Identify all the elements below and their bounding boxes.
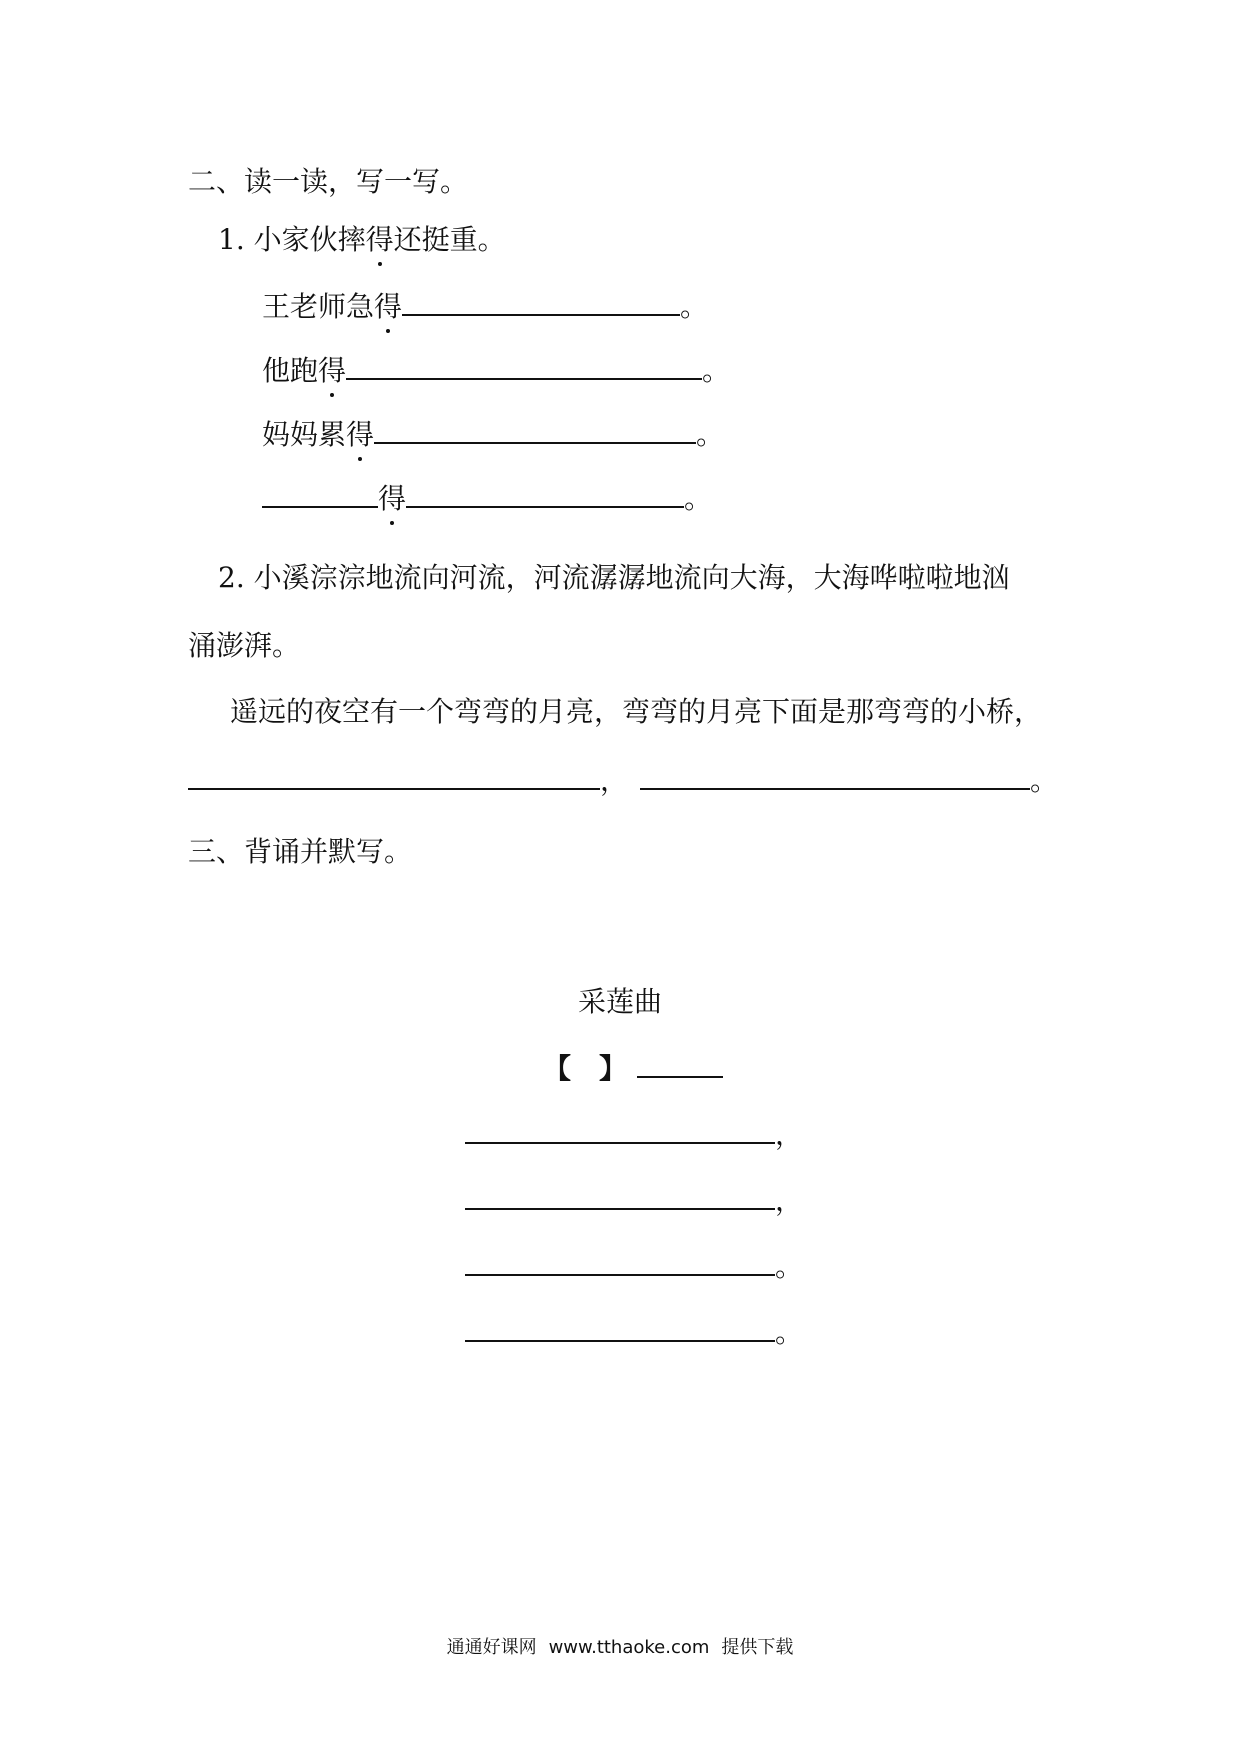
section-2-heading: 二、读一读，写一写。: [188, 165, 469, 198]
q1-item-1-mark: 得: [374, 290, 403, 323]
q1-example-mark: 得: [365, 223, 394, 256]
q1-item-3-mark: 得: [346, 418, 375, 451]
q1-item-2-pre: 他跑: [262, 354, 319, 387]
footer-suffix: 提供下载: [721, 1637, 794, 1658]
q2-line-2: 涌澎湃。: [188, 629, 301, 662]
q1-example-pre: 小家伙摔: [253, 223, 366, 256]
q1-item-1-end: 。: [680, 290, 709, 323]
q1-item-4-blank-back[interactable]: [406, 480, 684, 508]
section-3-heading: 三、背诵并默写。: [188, 835, 413, 868]
dynasty-brackets: 【 】: [543, 1052, 628, 1085]
poem-line-3-blank[interactable]: [465, 1248, 775, 1276]
poem-line-3: [465, 1248, 803, 1285]
q1-item-4-blank-front[interactable]: [262, 480, 378, 508]
q1-example-post: 还挺重。: [393, 223, 506, 256]
q2-answer-blank-1[interactable]: [188, 762, 600, 790]
q1-item-3-pre: 妈妈累: [262, 418, 347, 451]
poem-title: 采莲曲: [577, 985, 662, 1018]
q1-item-2-blank[interactable]: [346, 352, 702, 380]
q2-answer-end: 。: [1030, 764, 1059, 797]
poem-line-1-blank[interactable]: [465, 1116, 775, 1144]
q2-line-3: 遥远的夜空有一个弯弯的月亮，弯弯的月亮下面是那弯弯的小桥，: [230, 695, 1043, 728]
q1-item-3-blank[interactable]: [374, 416, 696, 444]
q2-number: 2.: [218, 561, 245, 594]
poem-line-2: [465, 1182, 803, 1219]
footer: [0, 1633, 1240, 1659]
q1-item-4: [262, 480, 712, 517]
poem-line-1-end: ，: [775, 1118, 804, 1151]
poem-line-2-end: ，: [775, 1184, 804, 1217]
q1-item-4-end: 。: [684, 482, 713, 515]
q2-answer: [188, 762, 1058, 799]
poem-line-2-blank[interactable]: [465, 1182, 775, 1210]
footer-site-name: 通通好课网: [446, 1637, 537, 1658]
q1-item-3-end: 。: [696, 418, 725, 451]
footer-url[interactable]: www.tthaoke.com: [548, 1637, 710, 1658]
q2-answer-comma: ，: [600, 764, 629, 797]
q1-item-1-pre: 王老师急: [262, 290, 375, 323]
poem-line-4-end: 。: [775, 1316, 804, 1349]
q1-example: [218, 222, 506, 258]
q1-item-1-blank[interactable]: [402, 288, 680, 316]
author-blank[interactable]: [637, 1050, 723, 1078]
q2-answer-blank-2[interactable]: [640, 762, 1030, 790]
q1-item-3: [262, 416, 724, 453]
poem-line-3-end: 。: [775, 1250, 804, 1283]
q1-item-1: [262, 288, 708, 325]
poem-line-4: [465, 1314, 803, 1351]
poem-line-1: [465, 1116, 803, 1153]
q1-item-2: [262, 352, 730, 389]
q1-item-2-end: 。: [702, 354, 731, 387]
poem-author-line: [543, 1050, 723, 1087]
q1-number: 1.: [218, 223, 245, 256]
q2-text-1: 小溪淙淙地流向河流，河流潺潺地流向大海，大海哗啦啦地汹: [253, 561, 1010, 594]
q1-item-4-mark: 得: [378, 482, 407, 515]
q2-line-1: [218, 560, 1010, 596]
q1-item-2-mark: 得: [318, 354, 347, 387]
poem-line-4-blank[interactable]: [465, 1314, 775, 1342]
